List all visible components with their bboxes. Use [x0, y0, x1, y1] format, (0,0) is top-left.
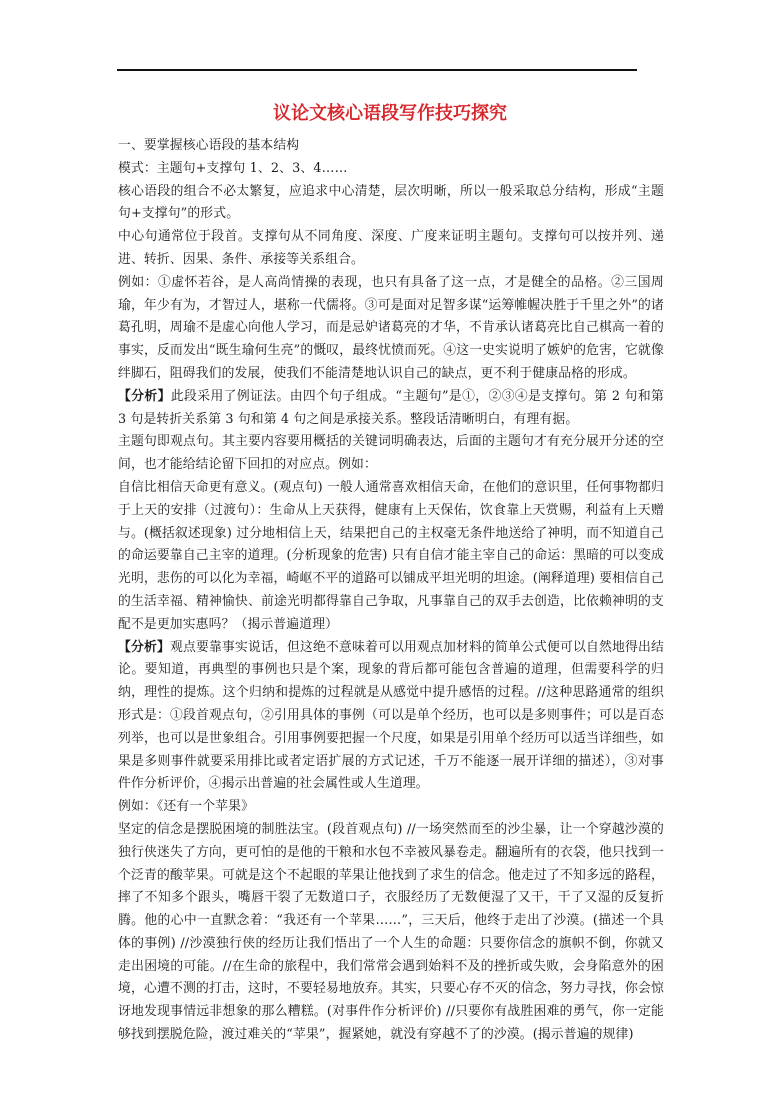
analysis-paragraph — [118, 386, 664, 432]
header-rule — [117, 69, 637, 71]
section-heading — [118, 135, 664, 158]
para-text: 中心句通常位于段首。支撑句从不同角度、深度、广度来证明主题句。支撑句可以按并列、递进、转折、因果、条件、承接等关系组合。 — [118, 229, 664, 267]
paragraph — [118, 226, 664, 272]
paragraph — [118, 181, 664, 227]
example-paragraph — [118, 819, 664, 1047]
example-paragraph — [118, 272, 664, 386]
para-text: 核心语段的组合不必太繁复，应追求中心清楚，层次明晰，所以一般采取总分结构，形成“主题句+支撑句”的形式。 — [118, 183, 664, 222]
para-text: 例如：①虚怀若谷，是人高尚情操的表现，也只有具备了这一点，才是健全的品格。②三国周瑜，年少有为，才智过人，堪称一代儒将。③可是面对足智多谋“运筹帷幄决胜于千里之外”的诸葛孔明，周瑜不是虚心向他人学习，而是忌妒诸葛亮的才华，不肯承认诸葛亮比自己棋高一着的事实，反而发出“既生瑜何生亮”的慨叹，最终忧愤而死。④这一史实说明了嫉妒的危害，它就像绊脚石，阻碍我们的发展，使我们不能清楚地认识自己的缺点，更不利于健康品格的形成。 — [118, 274, 664, 381]
analysis-label: 【分析】 — [118, 639, 171, 655]
para-text: 一、要掌握核心语段的基本结构 — [118, 138, 300, 153]
pattern-line — [118, 158, 664, 181]
para-text: 例如：《还有一个苹果》 — [118, 799, 255, 815]
para-text: 自信比相信天命更有意义。(观点句) 一般人通常喜欢相信天命，在他们的意识里，任何事物都归于上天的安排（过渡句）：生命从上天获得，健康有上天保佑，饮食靠上天赏赐，利益有上天赠与。(概括叙述现象) 过分地相信上天，结果把自己的主权毫无条件地送给了神明，而不知道自己的命运要靠自己主宰的道理。(分析现象的危害) 只有自信才能主宰自己的命运：黑暗的可以变成光明，悲伤的可以化为幸福，崎岖不平的道路可以铺成平坦光明的坦途。(阐释道理) 要相信自己的生活幸福、精神愉快、前途光明都得靠自己争取，凡事靠自己的双手去创造，比依赖神明的支配不是更加实惠吗？（揭示普遍道理） — [118, 479, 664, 632]
paragraph — [118, 431, 664, 477]
analysis-paragraph — [118, 637, 664, 797]
para-text: 主题句即观点句。其主要内容要用概括的关键词明确表达，后面的主题句才有充分展开分述的空间，也才能给结论留下回扣的对应点。例如： — [118, 434, 664, 473]
para-text: 模式：主题句+支撑句 1、2、3、4…… — [118, 160, 348, 176]
example-paragraph — [118, 477, 664, 637]
example-title — [118, 796, 664, 819]
page-title: 议论文核心语段写作技巧探究 — [273, 103, 507, 124]
para-text: 坚定的信念是摆脱困境的制胜法宝。(段首观点句) //一场突然而至的沙尘暴，让一个穿越沙漠的独行侠迷失了方向，更可怕的是他的干粮和水包不幸被风暴卷走。翻遍所有的衣袋，他只找到一个泛青的酸苹果。可就是这个不起眼的苹果让他找到了求生的信念。他走过了不知多远的路程，摔了不知多个跟头，嘴唇干裂了无数道口子，衣服经历了无数便湿了又干，干了又湿的反复折腾。他的心中一直默念着：“我还有一个苹果……”，三天后，他终于走出了沙漠。(描述一个具体的事例) //沙漠独行侠的经历让我们悟出了一个人生的命题：只要你信念的旗帜不倒，你就又走出困境的可能。//在生命的旅程中，我们常常会遇到始料不及的挫折或失败，会身陷意外的困境，心遭不测的打击，这时，不要轻易地放弃。其实，只要心存不灭的信念，努力寻找，你会惊讶地发现事情远非想象的那么糟糕。(对事件作分析评价) //只要你有战胜困难的勇气，你一定能够找到摆脱危险，渡过难关的“苹果”，握紧她，就没有穿越不了的沙漠。(揭示普遍的规律) — [118, 821, 664, 1043]
para-text: 观点要靠事实说话，但这绝不意味着可以用观点加材料的简单公式便可以自然地得出结论。要知道，再典型的事例也只是个案，现象的背后都可能包含普遍的道理，但需要科学的归纳，理性的提炼。这个归纳和提炼的过程就是从感觉中提升感悟的过程。//这种思路通常的组织形式是：①段首观点句，②引用具体的事例（可以是单个经历，也可以是多则事件；可以是百态列举，也可以是世象组合。引用事例要把握一个尺度，如果是引用单个经历可以适当详细些，如果是多则事件就要采用排比或者定语扩展的方式记述，千万不能逐一展开详细的描述），③对事件作分析评价，④揭示出普遍的社会属性或人生道理。 — [118, 639, 664, 792]
para-text: 此段采用了例证法。由四个句子组成。“主题句”是①，②③④是支撑句。第 2 句和第 3 句是转折关系第 3 句和第 4 句之间是承接关系。整段话清晰明白，有理有据。 — [118, 388, 664, 427]
document-body — [118, 135, 664, 1047]
analysis-label: 【分析】 — [118, 388, 171, 404]
